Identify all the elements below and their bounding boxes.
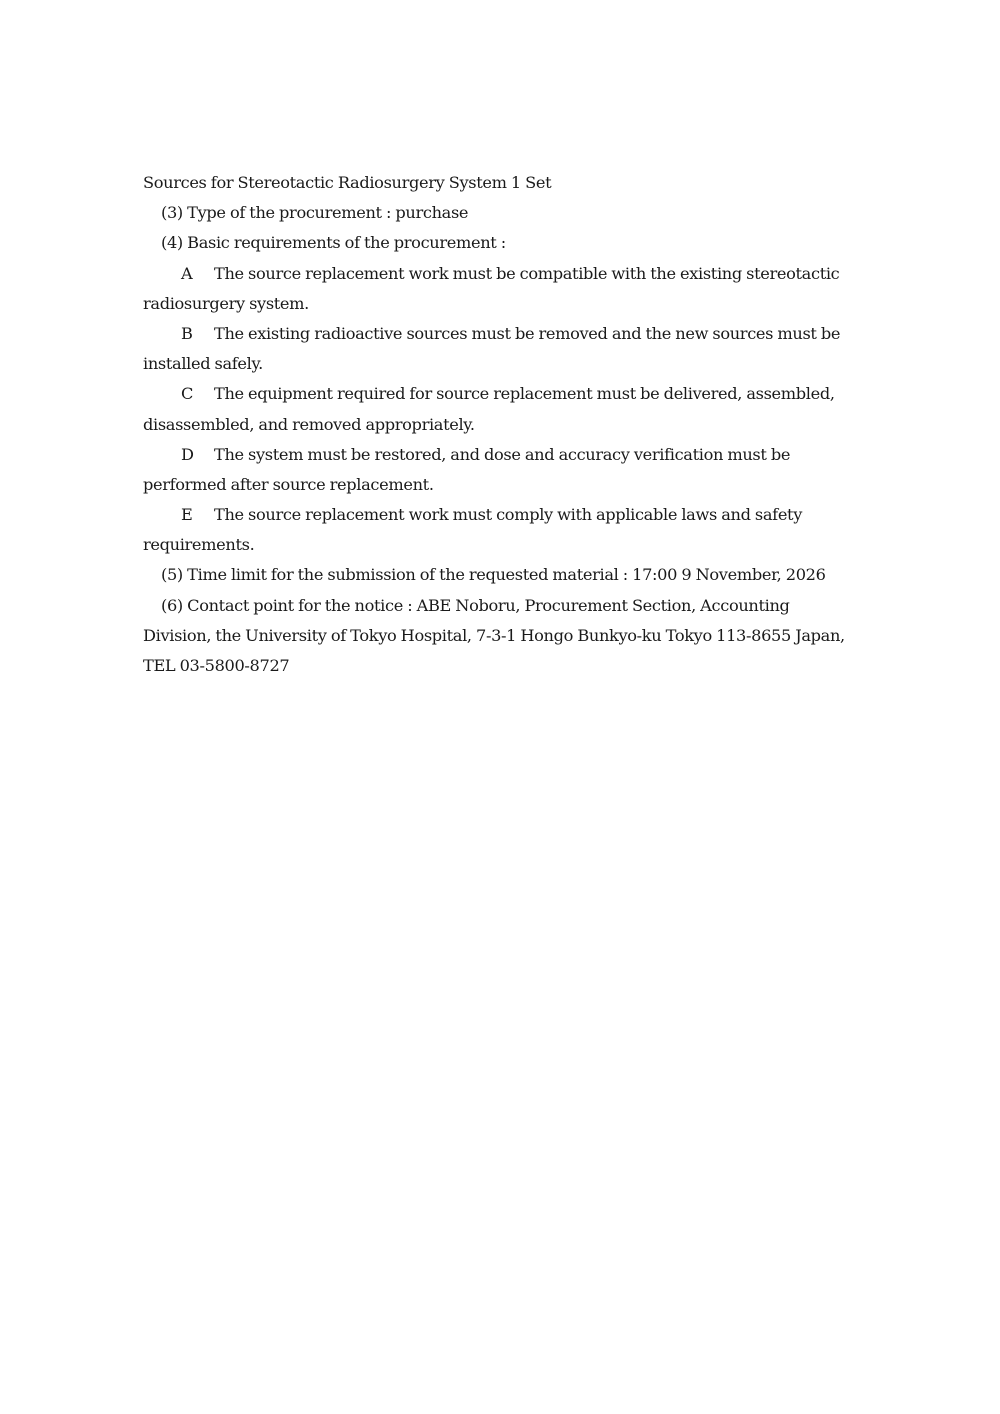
requirement-letter: C bbox=[181, 384, 194, 404]
item-3-procurement-type: (3) Type of the procurement : purchase bbox=[161, 203, 469, 223]
requirement-d bbox=[143, 440, 863, 500]
requirement-e bbox=[143, 500, 863, 560]
subject-line: Sources for Stereotactic Radiosurgery System 1 Set bbox=[143, 173, 552, 192]
requirement-b bbox=[143, 319, 863, 379]
requirement-text-continued: performed after source replacement. bbox=[143, 474, 434, 494]
requirement-text: The source replacement work must comply with applicable laws and safety bbox=[214, 505, 803, 525]
item-6-contact-point bbox=[143, 591, 863, 682]
requirement-text: The equipment required for source replacement must be delivered, assembled, bbox=[214, 384, 835, 404]
requirement-text: The source replacement work must be compatible with the existing stereotactic bbox=[214, 263, 840, 283]
contact-line-2: Division, the University of Tokyo Hospital, 7-3-1 Hongo Bunkyo-ku Tokyo 113-8655 Japan, bbox=[143, 625, 845, 645]
requirement-text: The system must be restored, and dose and accuracy verification must be bbox=[214, 444, 791, 464]
requirement-c bbox=[143, 379, 863, 439]
item-4-basic-requirements: (4) Basic requirements of the procurement : bbox=[161, 233, 506, 253]
contact-line-1: (6) Contact point for the notice : ABE Noboru, Procurement Section, Accounting bbox=[161, 595, 790, 615]
requirement-text-continued: radiosurgery system. bbox=[143, 293, 309, 313]
requirement-text-continued: requirements. bbox=[143, 535, 255, 555]
requirement-letter: A bbox=[181, 263, 193, 283]
requirement-letter: B bbox=[181, 323, 193, 343]
contact-line-3: TEL 03-5800-8727 bbox=[143, 656, 290, 675]
requirement-letter: D bbox=[181, 444, 194, 464]
requirement-letter: E bbox=[181, 505, 193, 525]
item-5-time-limit: (5) Time limit for the submission of the requested material : 17:00 9 November, 2026 bbox=[161, 565, 826, 585]
requirement-text: The existing radioactive sources must be removed and the new sources must be bbox=[214, 323, 841, 343]
requirement-text-continued: installed safely. bbox=[143, 354, 263, 374]
requirement-a bbox=[143, 259, 863, 319]
requirement-text-continued: disassembled, and removed appropriately. bbox=[143, 414, 475, 434]
document-body bbox=[143, 168, 863, 681]
